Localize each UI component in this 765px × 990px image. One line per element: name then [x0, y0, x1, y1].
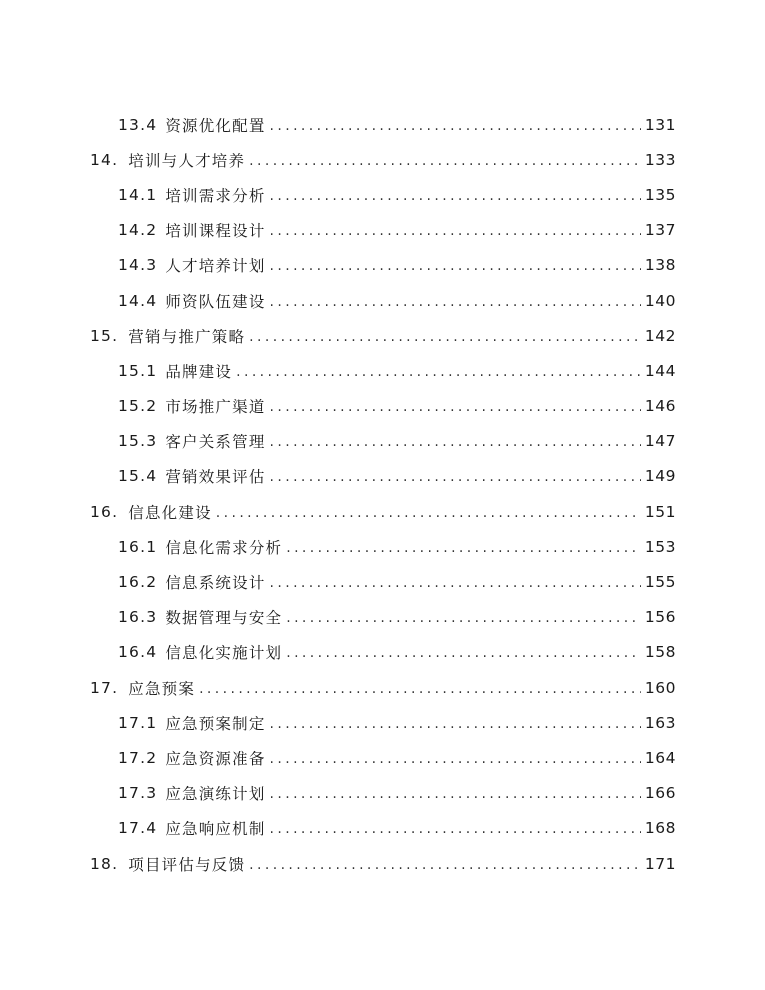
toc-entry-16-1[interactable]: [0, 529, 676, 564]
toc-entry-17[interactable]: [0, 670, 676, 705]
toc-entry-page: 166: [644, 784, 676, 803]
toc-entry-title: 客户关系管理: [165, 433, 266, 452]
toc-entry-page: 156: [644, 608, 676, 627]
toc-entry-number: 15.4: [118, 467, 158, 486]
toc-entry-title: 培训与人才培养: [128, 151, 246, 170]
toc-entry-page: 142: [644, 326, 676, 345]
toc-entry-number: 15.: [90, 326, 119, 345]
dot-leader: [270, 469, 641, 485]
toc-entry-17-1[interactable]: [0, 705, 676, 740]
toc-entry-number: 17.1: [118, 713, 158, 732]
toc-entry-title: 信息系统设计: [165, 574, 266, 593]
toc-entry-page: 147: [644, 432, 676, 451]
dot-leader: [199, 681, 641, 697]
toc-entry-number: 17.: [90, 678, 119, 697]
toc-entry-page: 164: [644, 748, 676, 767]
toc-entry-page: 146: [644, 397, 676, 416]
toc-entry-number: 15.1: [118, 361, 158, 380]
toc-entry-page: 151: [644, 502, 676, 521]
dot-leader: [270, 786, 641, 802]
dot-leader: [270, 258, 641, 274]
toc-entry-17-3[interactable]: [0, 776, 676, 811]
toc-entry-title: 应急预案: [128, 679, 196, 698]
dot-leader: [270, 821, 641, 837]
toc-entry-16[interactable]: [0, 494, 676, 529]
toc-entry-17-2[interactable]: [0, 740, 676, 775]
dot-leader: [270, 399, 641, 415]
toc-entry-15[interactable]: [0, 318, 676, 353]
toc-entry-number: 17.2: [118, 748, 158, 767]
toc-entry-title: 营销与推广策略: [128, 327, 246, 346]
toc-entry-number: 14.2: [118, 221, 158, 240]
toc-entry-16-4[interactable]: [0, 635, 676, 670]
toc-entry-title: 师资队伍建设: [165, 292, 266, 311]
dot-leader: [270, 223, 641, 239]
toc-entry-title: 市场推广渠道: [165, 398, 266, 417]
toc-entry-page: 163: [644, 713, 676, 732]
dot-leader: [270, 294, 641, 310]
toc-entry-number: 17.3: [118, 784, 158, 803]
toc-entry-page: 171: [644, 854, 676, 873]
dot-leader: [236, 364, 641, 380]
toc-entry-title: 应急预案制定: [165, 714, 266, 733]
toc-entry-title: 应急演练计划: [165, 785, 266, 804]
toc-entry-page: 149: [644, 467, 676, 486]
toc-entry-title: 项目评估与反馈: [128, 855, 246, 874]
toc-entry-page: 133: [644, 150, 676, 169]
toc-entry-title: 人才培养计划: [165, 257, 266, 276]
toc-entry-15-1[interactable]: [0, 353, 676, 388]
toc-entry-number: 16.3: [118, 608, 158, 627]
toc-entry-page: 137: [644, 221, 676, 240]
toc-entry-title: 应急响应机制: [165, 820, 266, 839]
toc-entry-15-4[interactable]: [0, 459, 676, 494]
dot-leader: [286, 645, 641, 661]
toc-entry-title: 培训需求分析: [165, 186, 266, 205]
toc-entry-title: 营销效果评估: [165, 468, 266, 487]
dot-leader: [249, 329, 641, 345]
toc-entry-title: 数据管理与安全: [165, 609, 283, 628]
toc-entry-title: 信息化实施计划: [165, 644, 283, 663]
toc-entry-title: 信息化建设: [128, 503, 212, 522]
dot-leader: [270, 118, 641, 134]
dot-leader: [270, 575, 641, 591]
toc-entry-18[interactable]: [0, 846, 676, 881]
toc-entry-14-2[interactable]: [0, 213, 676, 248]
toc-entry-17-4[interactable]: [0, 811, 676, 846]
toc-entry-page: 153: [644, 537, 676, 556]
toc-entry-15-2[interactable]: [0, 389, 676, 424]
toc-entry-15-3[interactable]: [0, 424, 676, 459]
dot-leader: [286, 540, 641, 556]
toc-entry-14-1[interactable]: [0, 177, 676, 212]
toc-entry-number: 14.: [90, 150, 119, 169]
dot-leader: [249, 153, 641, 169]
dot-leader: [270, 716, 641, 732]
toc-entry-16-3[interactable]: [0, 600, 676, 635]
toc-entry-number: 16.4: [118, 643, 158, 662]
dot-leader: [286, 610, 641, 626]
dot-leader: [249, 857, 641, 873]
toc-entry-number: 14.1: [118, 185, 158, 204]
toc-entry-14-3[interactable]: [0, 248, 676, 283]
toc-entry-page: 158: [644, 643, 676, 662]
dot-leader: [270, 188, 641, 204]
toc-entry-number: 16.1: [118, 537, 158, 556]
toc-entry-page: 168: [644, 819, 676, 838]
toc-entry-page: 138: [644, 256, 676, 275]
toc-entry-page: 140: [644, 291, 676, 310]
toc-entry-page: 160: [644, 678, 676, 697]
toc-entry-number: 14.3: [118, 256, 158, 275]
toc-entry-title: 培训课程设计: [165, 222, 266, 241]
toc-entry-14[interactable]: [0, 142, 676, 177]
toc-entry-number: 17.4: [118, 819, 158, 838]
toc-entry-page: 144: [644, 361, 676, 380]
table-of-contents: [0, 107, 765, 881]
dot-leader: [216, 505, 641, 521]
toc-entry-page: 155: [644, 573, 676, 592]
toc-entry-number: 16.: [90, 502, 119, 521]
toc-entry-number: 16.2: [118, 573, 158, 592]
toc-entry-title: 资源优化配置: [165, 116, 266, 135]
toc-entry-16-2[interactable]: [0, 564, 676, 599]
toc-entry-title: 应急资源准备: [165, 749, 266, 768]
toc-entry-14-4[interactable]: [0, 283, 676, 318]
toc-entry-number: 14.4: [118, 291, 158, 310]
toc-entry-title: 品牌建设: [165, 362, 233, 381]
toc-entry-title: 信息化需求分析: [165, 538, 283, 557]
toc-entry-number: 15.2: [118, 397, 158, 416]
toc-entry-page: 135: [644, 185, 676, 204]
toc-entry-page: 131: [644, 115, 676, 134]
dot-leader: [270, 751, 641, 767]
toc-entry-number: 13.4: [118, 115, 158, 134]
dot-leader: [270, 434, 641, 450]
toc-entry-number: 15.3: [118, 432, 158, 451]
toc-entry-number: 18.: [90, 854, 119, 873]
toc-entry-13-4[interactable]: [0, 107, 676, 142]
